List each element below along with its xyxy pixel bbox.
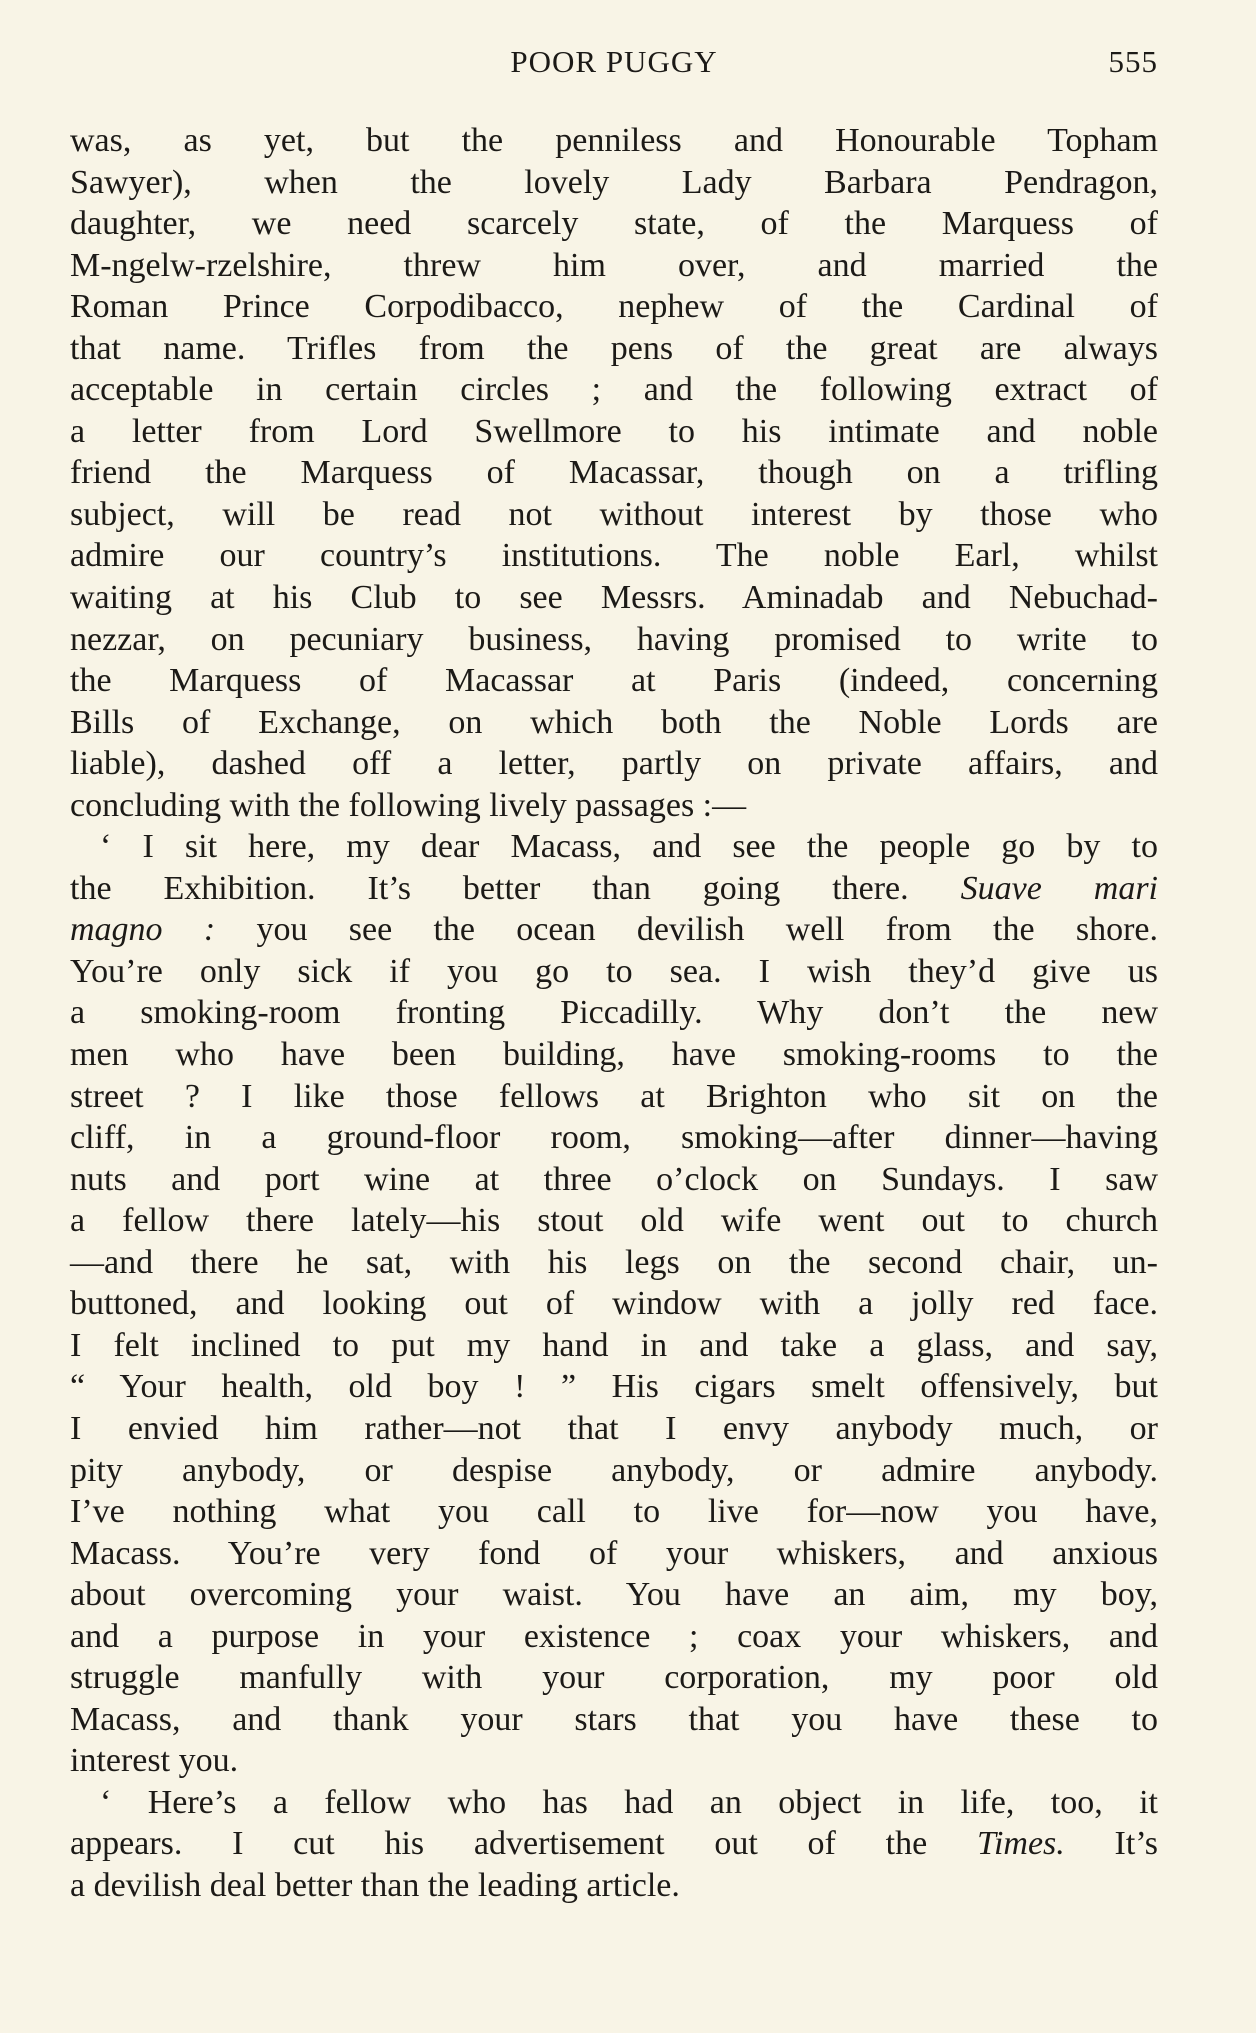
italic-phrase: Suave mari — [960, 869, 1159, 907]
text-line: concluding with the following lively passages :— — [70, 786, 747, 824]
italic-phrase: Times. — [976, 1825, 1065, 1863]
text-line: appears. I cut his advertisement out of the Times. It’s — [70, 1825, 1159, 1863]
text-line: “ Your health, old boy ! ” His cigars smelt offensively, but — [70, 1368, 1158, 1406]
text-line: acceptable in certain circles ; and the following extract of — [70, 371, 1158, 409]
text-line: ‘ I sit here, my dear Macass, and see the people go by to — [100, 828, 1158, 866]
text-line: You’re only sick if you go to sea. I wish they’d give us — [70, 952, 1158, 990]
text-line: nezzar, on pecuniary business, having promised to write to — [70, 620, 1158, 658]
text-line: waiting at his Club to see Messrs. Aminadab and Nebuchad- — [70, 579, 1158, 617]
text-line: was, as yet, but the penniless and Honourable Topham — [70, 122, 1158, 159]
text-line: —and there he sat, with his legs on the second chair, un- — [70, 1243, 1158, 1281]
text-line: subject, will be read not without interest by those who — [70, 495, 1158, 533]
text-line: Macass, and thank your stars that you have these to — [70, 1700, 1158, 1738]
text-line: Macass. You’re very fond of your whiskers, and anxious — [70, 1534, 1158, 1572]
text-line: Bills of Exchange, on which both the Noble Lords are — [70, 703, 1158, 741]
italic-phrase: magno : — [70, 911, 216, 949]
text-line: that name. Trifles from the pens of the great are always — [70, 329, 1158, 367]
text-line: friend the Marquess of Macassar, though on a trifling — [70, 454, 1158, 492]
text-line: men who have been building, have smoking-rooms to the — [70, 1036, 1158, 1074]
text-line: the Marquess of Macassar at Paris (indeed, concerning — [70, 662, 1158, 700]
text-line: cliff, in a ground-floor room, smoking—after dinner—having — [70, 1119, 1158, 1157]
body-text — [70, 120, 1158, 1907]
text-line: I’ve nothing what you call to live for—now you have, — [70, 1493, 1158, 1531]
text-line: M-ngelw-rzelshire, threw him over, and married the — [70, 246, 1158, 284]
text-line: the Exhibition. It’s better than going there. Suave mari — [70, 869, 1159, 907]
text-line: a fellow there lately—his stout old wife went out to church — [70, 1202, 1158, 1240]
text-line: nuts and port wine at three o’clock on Sundays. I saw — [70, 1160, 1158, 1198]
running-head — [70, 44, 1158, 88]
text-line: a devilish deal better than the leading article. — [70, 1866, 680, 1904]
text-line: buttoned, and looking out of window with a jolly red face. — [70, 1285, 1158, 1323]
text-line: pity anybody, or despise anybody, or admire anybody. — [70, 1451, 1158, 1489]
text-line: I envied him rather—not that I envy anybody much, or — [70, 1409, 1158, 1447]
text-line: struggle manfully with your corporation, my poor old — [70, 1659, 1158, 1697]
text-line: ‘ Here’s a fellow who has had an object in life, too, it — [100, 1783, 1158, 1821]
text-line: interest you. — [70, 1742, 239, 1780]
page-number: 555 — [1108, 44, 1158, 79]
text-line: daughter, we need scarcely state, of the Marquess of — [70, 205, 1158, 243]
text-line: a letter from Lord Swellmore to his intimate and noble — [70, 412, 1158, 450]
text-line: magno : you see the ocean devilish well from the shore. — [70, 911, 1158, 949]
text-line: a smoking-room fronting Piccadilly. Why don’t the new — [70, 994, 1158, 1032]
text-line: liable), dashed off a letter, partly on private affairs, and — [70, 745, 1158, 783]
text-line: and a purpose in your existence ; coax your whiskers, and — [70, 1617, 1158, 1655]
running-title: POOR PUGGY — [510, 44, 718, 79]
text-line: Sawyer), when the lovely Lady Barbara Pendragon, — [70, 163, 1158, 201]
text-line: admire our country’s institutions. The noble Earl, whilst — [70, 537, 1158, 575]
text-line: I felt inclined to put my hand in and take a glass, and say, — [70, 1326, 1158, 1364]
text-line: street ? I like those fellows at Brighton who sit on the — [70, 1077, 1158, 1115]
text-line: Roman Prince Corpodibacco, nephew of the Cardinal of — [70, 288, 1158, 326]
text-line: about overcoming your waist. You have an aim, my boy, — [70, 1576, 1158, 1614]
